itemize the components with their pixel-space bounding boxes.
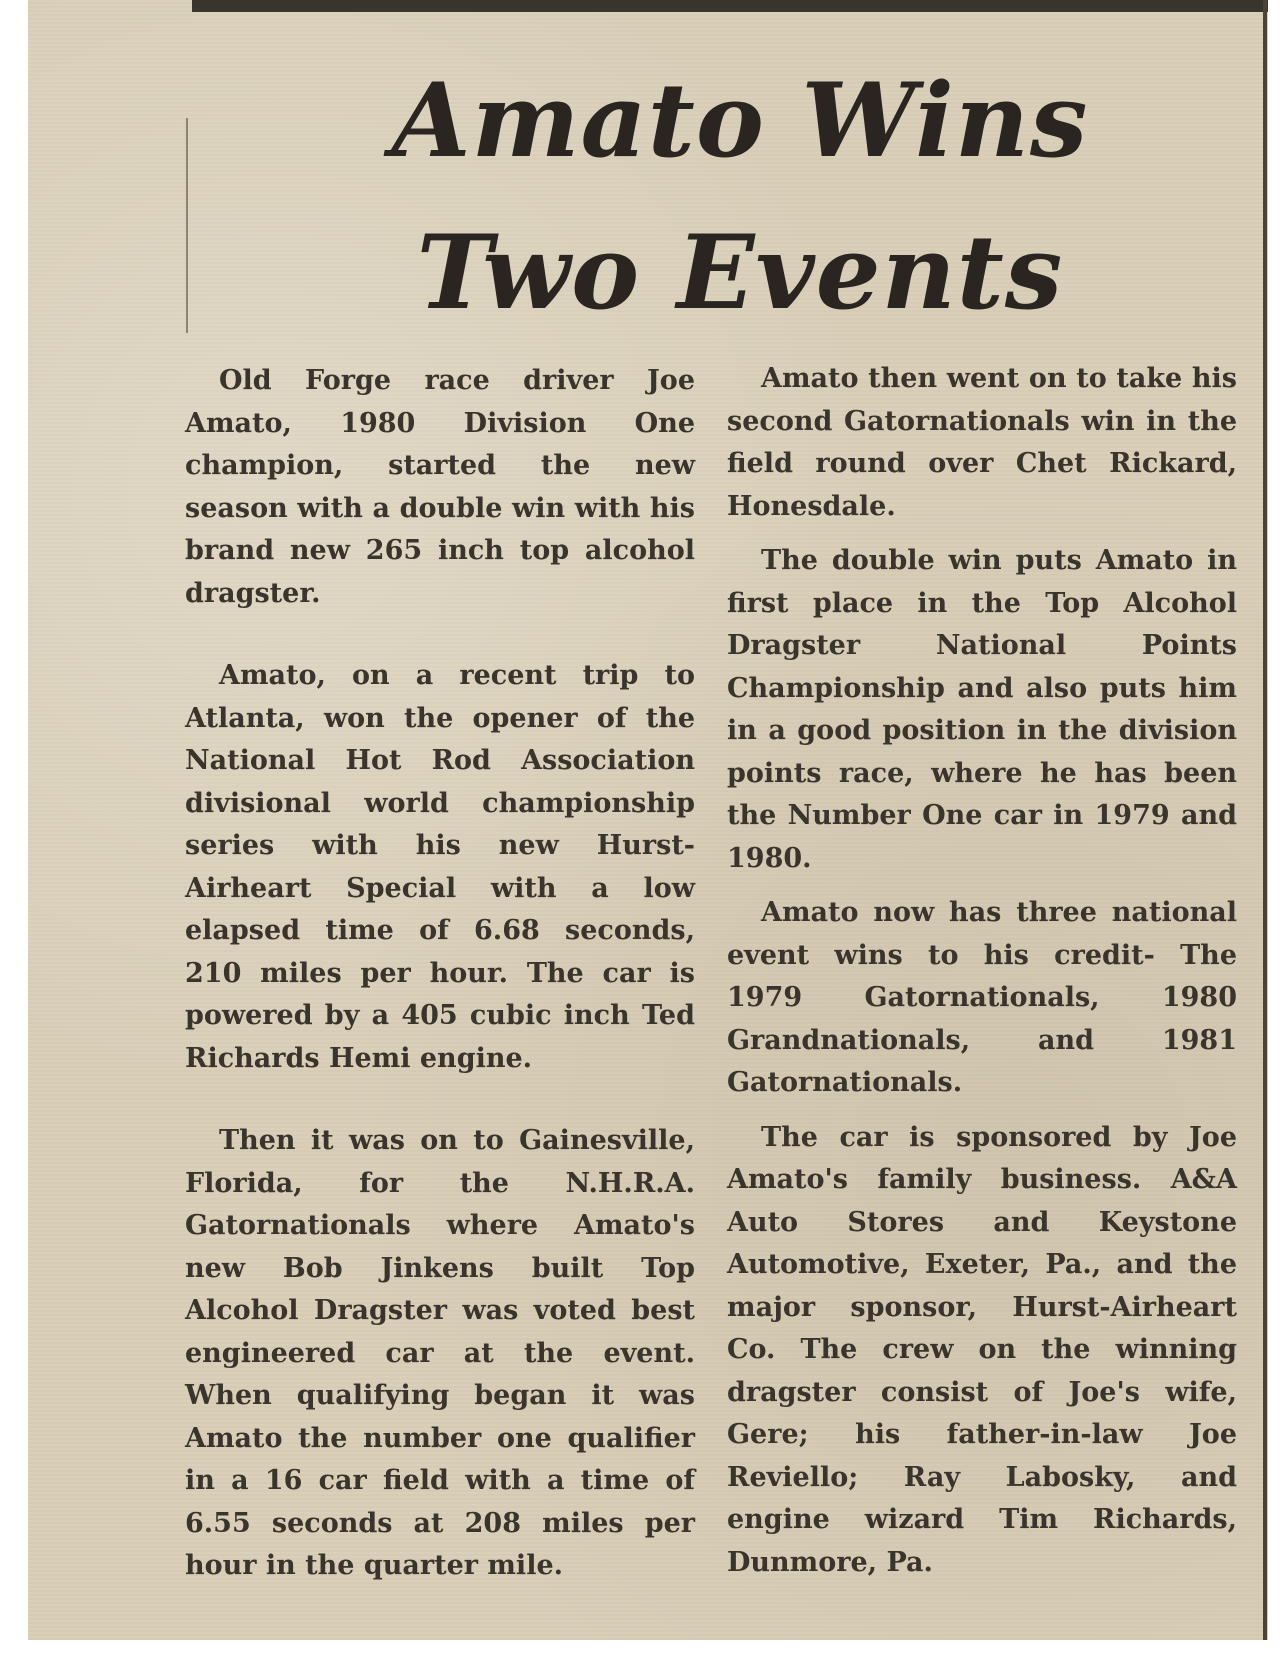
paragraph: Amato, on a recent trip to Atlanta, won the opener of the National Hot Rod Association divisional world championship series with his new Hurst-Airheart Special with a low elapsed time of 6.68 seconds, 210 miles per hour. The car is powered by a 405 cubic inch Ted Richards Hemi engine. — [185, 660, 695, 1074]
article-column-left — [185, 360, 695, 1600]
headline-line-2: Two Events — [416, 213, 1064, 333]
paragraph: Then it was on to Gainesville, Florida, for the N.H.R.A. Gatornationals where Amato's new Bob Jinkens built Top Alcohol Dragster was voted best engineered car at the event. When qualifying began it was Amato the number one qualifier in a 16 car field with a time of 6.55 seconds at 208 miles per hour in the quarter mile. — [185, 1125, 695, 1581]
paragraph: The car is sponsored by Joe Amato's family business. A&A Auto Stores and Keystone Automotive, Exeter, Pa., and the major sponsor, Hurst-Airheart Co. The crew on the winning dragster consist of Joe's wife, Gere; his father-in-law Joe Reviello; Ray Labosky, and engine wizard Tim Richards, Dunmore, Pa. — [727, 1121, 1237, 1578]
paragraph: The double win puts Amato in first place in the Top Alcohol Dragster National Points Championship and also puts him in a good position in the division points race, where he has been the Number One car in 1979 and 1980. — [727, 545, 1237, 874]
top-rule — [192, 0, 1268, 12]
paragraph: Old Forge race driver Joe Amato, 1980 Division One champion, started the new season with a double win with his brand new 265 inch top alcohol dragster. — [185, 365, 695, 609]
paragraph: Amato then went on to take his second Gatornationals win in the field round over Chet Rickard, Honesdale. — [727, 363, 1237, 522]
column-rule-right — [1263, 0, 1267, 1640]
article-column-right — [727, 358, 1237, 1596]
headline — [360, 45, 1120, 349]
column-rule-left — [186, 118, 188, 333]
paragraph: Amato now has three national event wins to his credit- The 1979 Gatornationals, 1980 Grandnationals, and 1981 Gatornationals. — [727, 897, 1237, 1098]
headline-line-1: Amato Wins — [391, 61, 1089, 181]
